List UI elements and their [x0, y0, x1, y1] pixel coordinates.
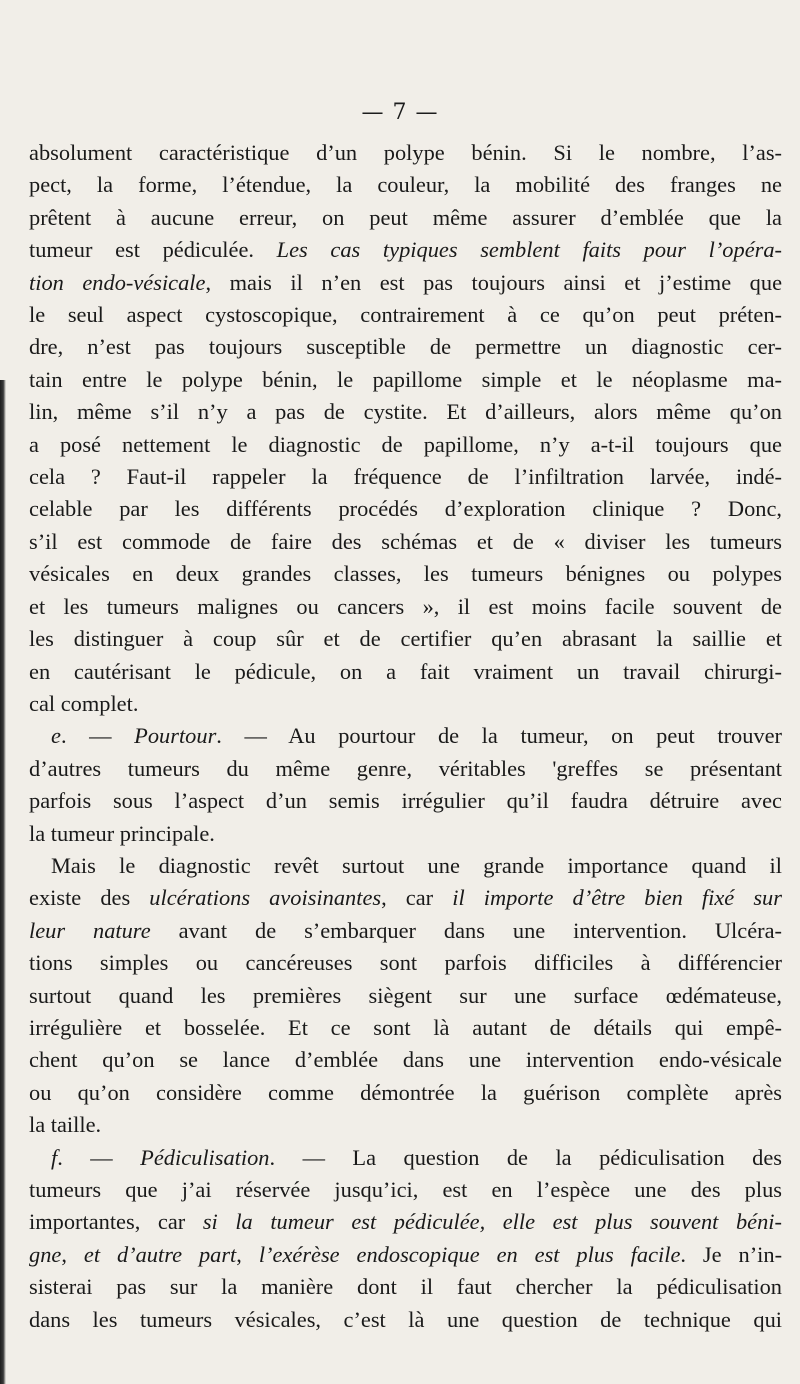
text-line [29, 1271, 782, 1303]
text-segment: prêtent à aucune erreur, on peut même assurer d’emblée que la [29, 204, 782, 230]
page-number: — 7 — [361, 100, 439, 125]
text-line [29, 1206, 782, 1238]
italic-text: Pédiculisation [140, 1144, 270, 1170]
text-segment: cela ? Faut-il rappeler la fréquence de l’infiltration larvée, indé- [29, 464, 782, 490]
text-line [29, 1077, 782, 1109]
text-segment: cal complet. [29, 690, 139, 716]
text-line [29, 1012, 782, 1044]
text-segment: s’il est commode de faire des schémas et de « diviser les tumeurs [29, 528, 782, 554]
italic-text: e [51, 723, 61, 749]
text-segment: vésicales en deux grandes classes, les tumeurs bénignes ou polypes [29, 561, 782, 587]
text-line [29, 169, 782, 201]
text-line [29, 720, 782, 752]
italic-text: l’exérèse endoscopique en est plus facile [258, 1241, 681, 1267]
text-line [29, 850, 782, 882]
italic-text: et d’autre part [83, 1241, 237, 1267]
page-binding-shadow [0, 380, 6, 1384]
text-line [29, 299, 782, 331]
text-segment: , [61, 1241, 84, 1267]
text-segment: le seul aspect cystoscopique, contrairement à ce qu’on peut préten- [29, 302, 782, 328]
text-segment: lin, même s’il n’y a pas de cystite. Et d’ailleurs, alors même qu’on [29, 399, 782, 425]
italic-text: leur nature [29, 917, 151, 943]
italic-text: f [51, 1144, 58, 1170]
text-line [29, 429, 782, 461]
text-segment: . — La question de la pédiculisation des [269, 1144, 782, 1170]
text-line [29, 753, 782, 785]
text-line [29, 915, 782, 947]
text-segment: dre, n’est pas toujours susceptible de permettre un diagnostic cer- [29, 334, 782, 360]
text-segment: ou qu’on considère comme démontrée la guérison complète après [29, 1079, 782, 1105]
text-line [29, 331, 782, 363]
text-line [29, 1239, 782, 1271]
text-line [29, 1109, 782, 1141]
text-line [29, 364, 782, 396]
text-segment: la tumeur principale. [29, 820, 215, 846]
text-line [29, 947, 782, 979]
text-segment: , car [381, 885, 453, 911]
text-line [29, 137, 782, 169]
text-segment: . — [57, 1144, 141, 1170]
text-segment: et les tumeurs malignes ou cancers », il est moins facile souvent de [29, 593, 782, 619]
text-segment: tumeurs que j’ai réservée jusqu’ici, est en l’espèce une des plus [29, 1177, 782, 1202]
text-line [29, 526, 782, 558]
italic-text: Pourtour [134, 723, 217, 749]
text-segment: d’autres tumeurs du même genre, véritables 'greffes se présentant [29, 755, 782, 781]
italic-text: il importe d’être bien fixé sur [452, 885, 782, 911]
text-line [29, 234, 782, 266]
text-segment: sisterai pas sur la manière dont il faut chercher la pédiculisation [29, 1274, 782, 1300]
text-line [29, 202, 782, 234]
text-segment: existe des [29, 885, 150, 911]
text-segment: dans les tumeurs vésicales, c’est là une question de technique qui [29, 1306, 782, 1332]
italic-text: gne [29, 1241, 62, 1267]
text-segment: tumeur est pédiculée. [29, 237, 277, 263]
text-line [29, 1304, 782, 1336]
text-line [29, 1142, 782, 1174]
text-segment: irrégulière et bosselée. Et ce sont là autant de détails qui empê- [29, 1014, 782, 1040]
text-line [29, 623, 782, 655]
text-line [29, 558, 782, 590]
text-segment: . — Au pourtour de la tumeur, on peut trouver [216, 723, 783, 749]
text-segment: pect, la forme, l’étendue, la couleur, la mobilité des franges ne [29, 172, 782, 198]
text-segment: chent qu’on se lance d’emblée dans une intervention endo-vésicale [29, 1047, 782, 1073]
text-segment: , [236, 1241, 259, 1267]
text-line [29, 656, 782, 688]
text-segment: tain entre le polype bénin, le papillome simple et le néoplasme ma- [29, 366, 782, 392]
text-segment: importantes, car [29, 1209, 203, 1235]
text-segment: en cautérisant le pédicule, on a fait vraiment un travail chirurgi- [29, 658, 782, 684]
text-segment: celable par les différents procédés d’exploration clinique ? Donc, [29, 496, 782, 522]
text-segment: avant de s’embarquer dans une intervention. Ulcéra- [150, 917, 783, 943]
text-line [29, 493, 782, 525]
italic-text: tion endo-vésicale [29, 269, 206, 295]
text-line [29, 785, 782, 817]
text-segment: a posé nettement le diagnostic de papillome, n’y a-t-il toujours que [29, 431, 782, 457]
text-line [29, 591, 782, 623]
text-line [29, 461, 782, 493]
text-line [29, 688, 782, 720]
text-line [29, 267, 782, 299]
text-segment: , mais il n’en est pas toujours ainsi et j’estime que [205, 269, 783, 295]
text-segment: surtout quand les premières siègent sur une surface œdémateuse, [29, 982, 782, 1008]
text-segment: tions simples ou cancéreuses sont parfois difficiles à différencier [29, 950, 782, 976]
text-segment: Mais le diagnostic revêt surtout une grande importance quand il [51, 852, 782, 878]
text-segment: parfois sous l’aspect d’un semis irrégulier qu’il faudra détruire avec [29, 788, 782, 814]
text-segment: les distinguer à coup sûr et de certifier qu’en abrasant la saillie et [29, 626, 782, 652]
text-segment: . Je n’in- [680, 1241, 783, 1267]
italic-text: si la tumeur est pédiculée, elle est plus souvent béni- [202, 1209, 782, 1235]
text-segment: . — [60, 723, 135, 749]
text-line [29, 1174, 782, 1206]
body-text [29, 137, 782, 1336]
text-line [29, 882, 782, 914]
text-line [29, 818, 782, 850]
italic-text: Les cas typiques semblent faits pour l’opéra- [276, 237, 782, 263]
text-segment: la taille. [29, 1112, 102, 1138]
text-line [29, 980, 782, 1012]
text-line [29, 1044, 782, 1076]
text-segment: absolument caractéristique d’un polype bénin. Si le nombre, l’as- [29, 140, 782, 165]
text-line [29, 396, 782, 428]
italic-text: ulcérations avoisinantes [149, 885, 382, 911]
